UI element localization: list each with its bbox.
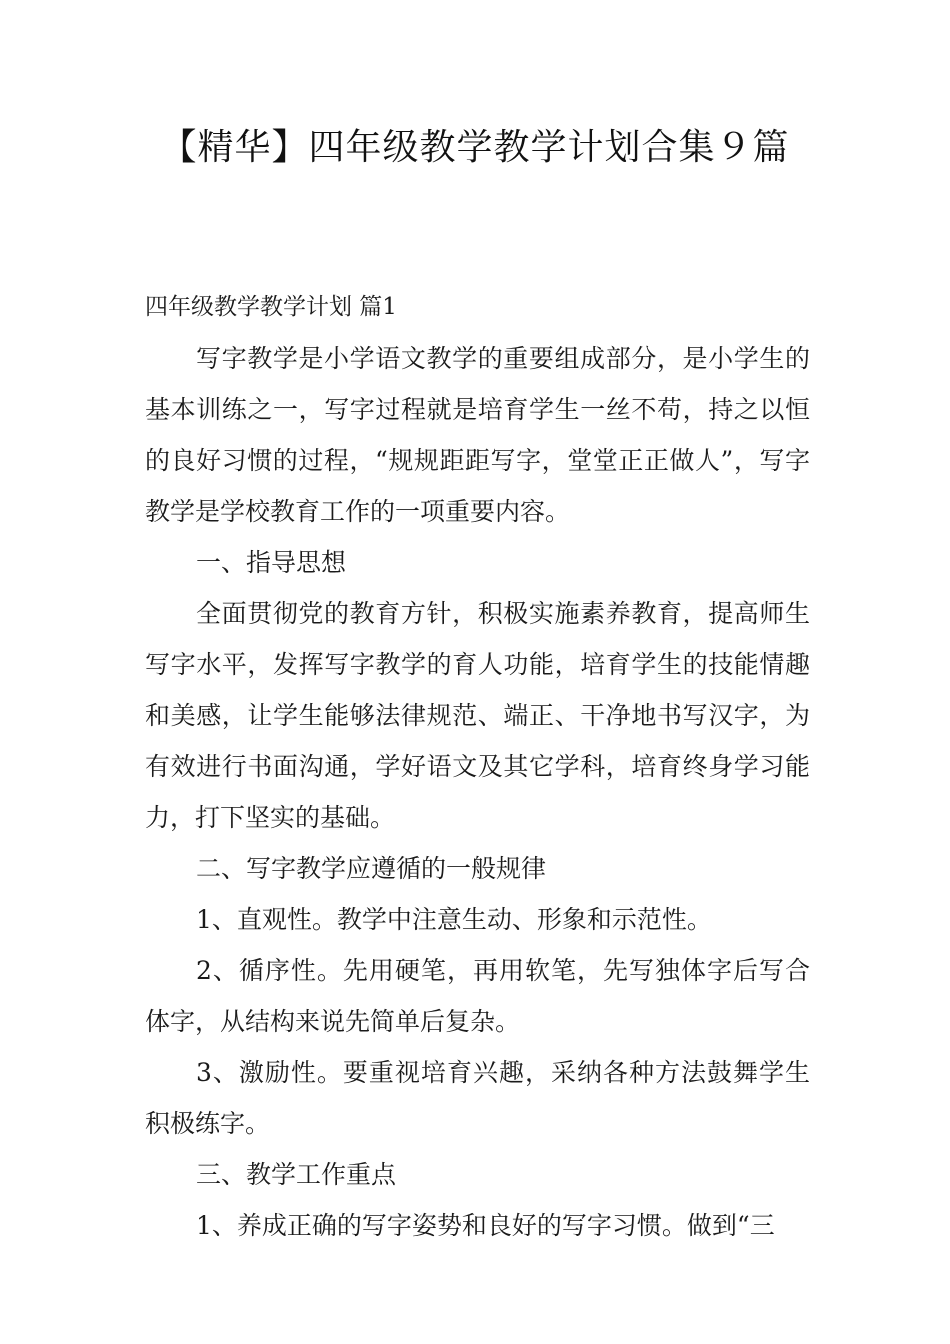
document-title: 【精华】四年级教学教学计划合集９篇	[160, 127, 790, 168]
key-work-item-1: 1、养成正确的写字姿势和良好的写字习惯。做到“三	[196, 1211, 775, 1240]
heading-key-work: 三、教学工作重点	[196, 1160, 397, 1189]
paragraph-intro: 写字教学是小学语文教学的重要组成部分，是小学生的基本训练之一，写字过程就是培育学生一丝不苟，持之以恒的良好习惯的过程，“规规距距写字，堂堂正正做人”，写字教学是学校教育工作的一项重要内容。	[145, 344, 810, 526]
document-body	[145, 282, 810, 1251]
rule-item-1: 1、直观性。教学中注意生动、形象和示范性。	[196, 905, 712, 934]
section-heading: 四年级教学教学计划 篇1	[145, 294, 397, 320]
rule-item-3: 3、激励性。要重视培育兴趣，采纳各种方法鼓舞学生积极练字。	[145, 1058, 810, 1138]
heading-general-rules: 二、写字教学应遵循的一般规律	[196, 854, 547, 883]
paragraph-guiding-ideology: 全面贯彻党的教育方针，积极实施素养教育，提高师生写字水平，发挥写字教学的育人功能，培育学生的技能情趣和美感，让学生能够法律规范、端正、干净地书写汉字，为有效进行书面沟通，学好语文及其它学科，培育终身学习能力，打下坚实的基础。	[145, 599, 810, 832]
heading-guiding-ideology: 一、指导思想	[196, 548, 347, 577]
rule-item-2: 2、循序性。先用硬笔，再用软笔，先写独体字后写合体字，从结构来说先简单后复杂。	[145, 956, 810, 1036]
